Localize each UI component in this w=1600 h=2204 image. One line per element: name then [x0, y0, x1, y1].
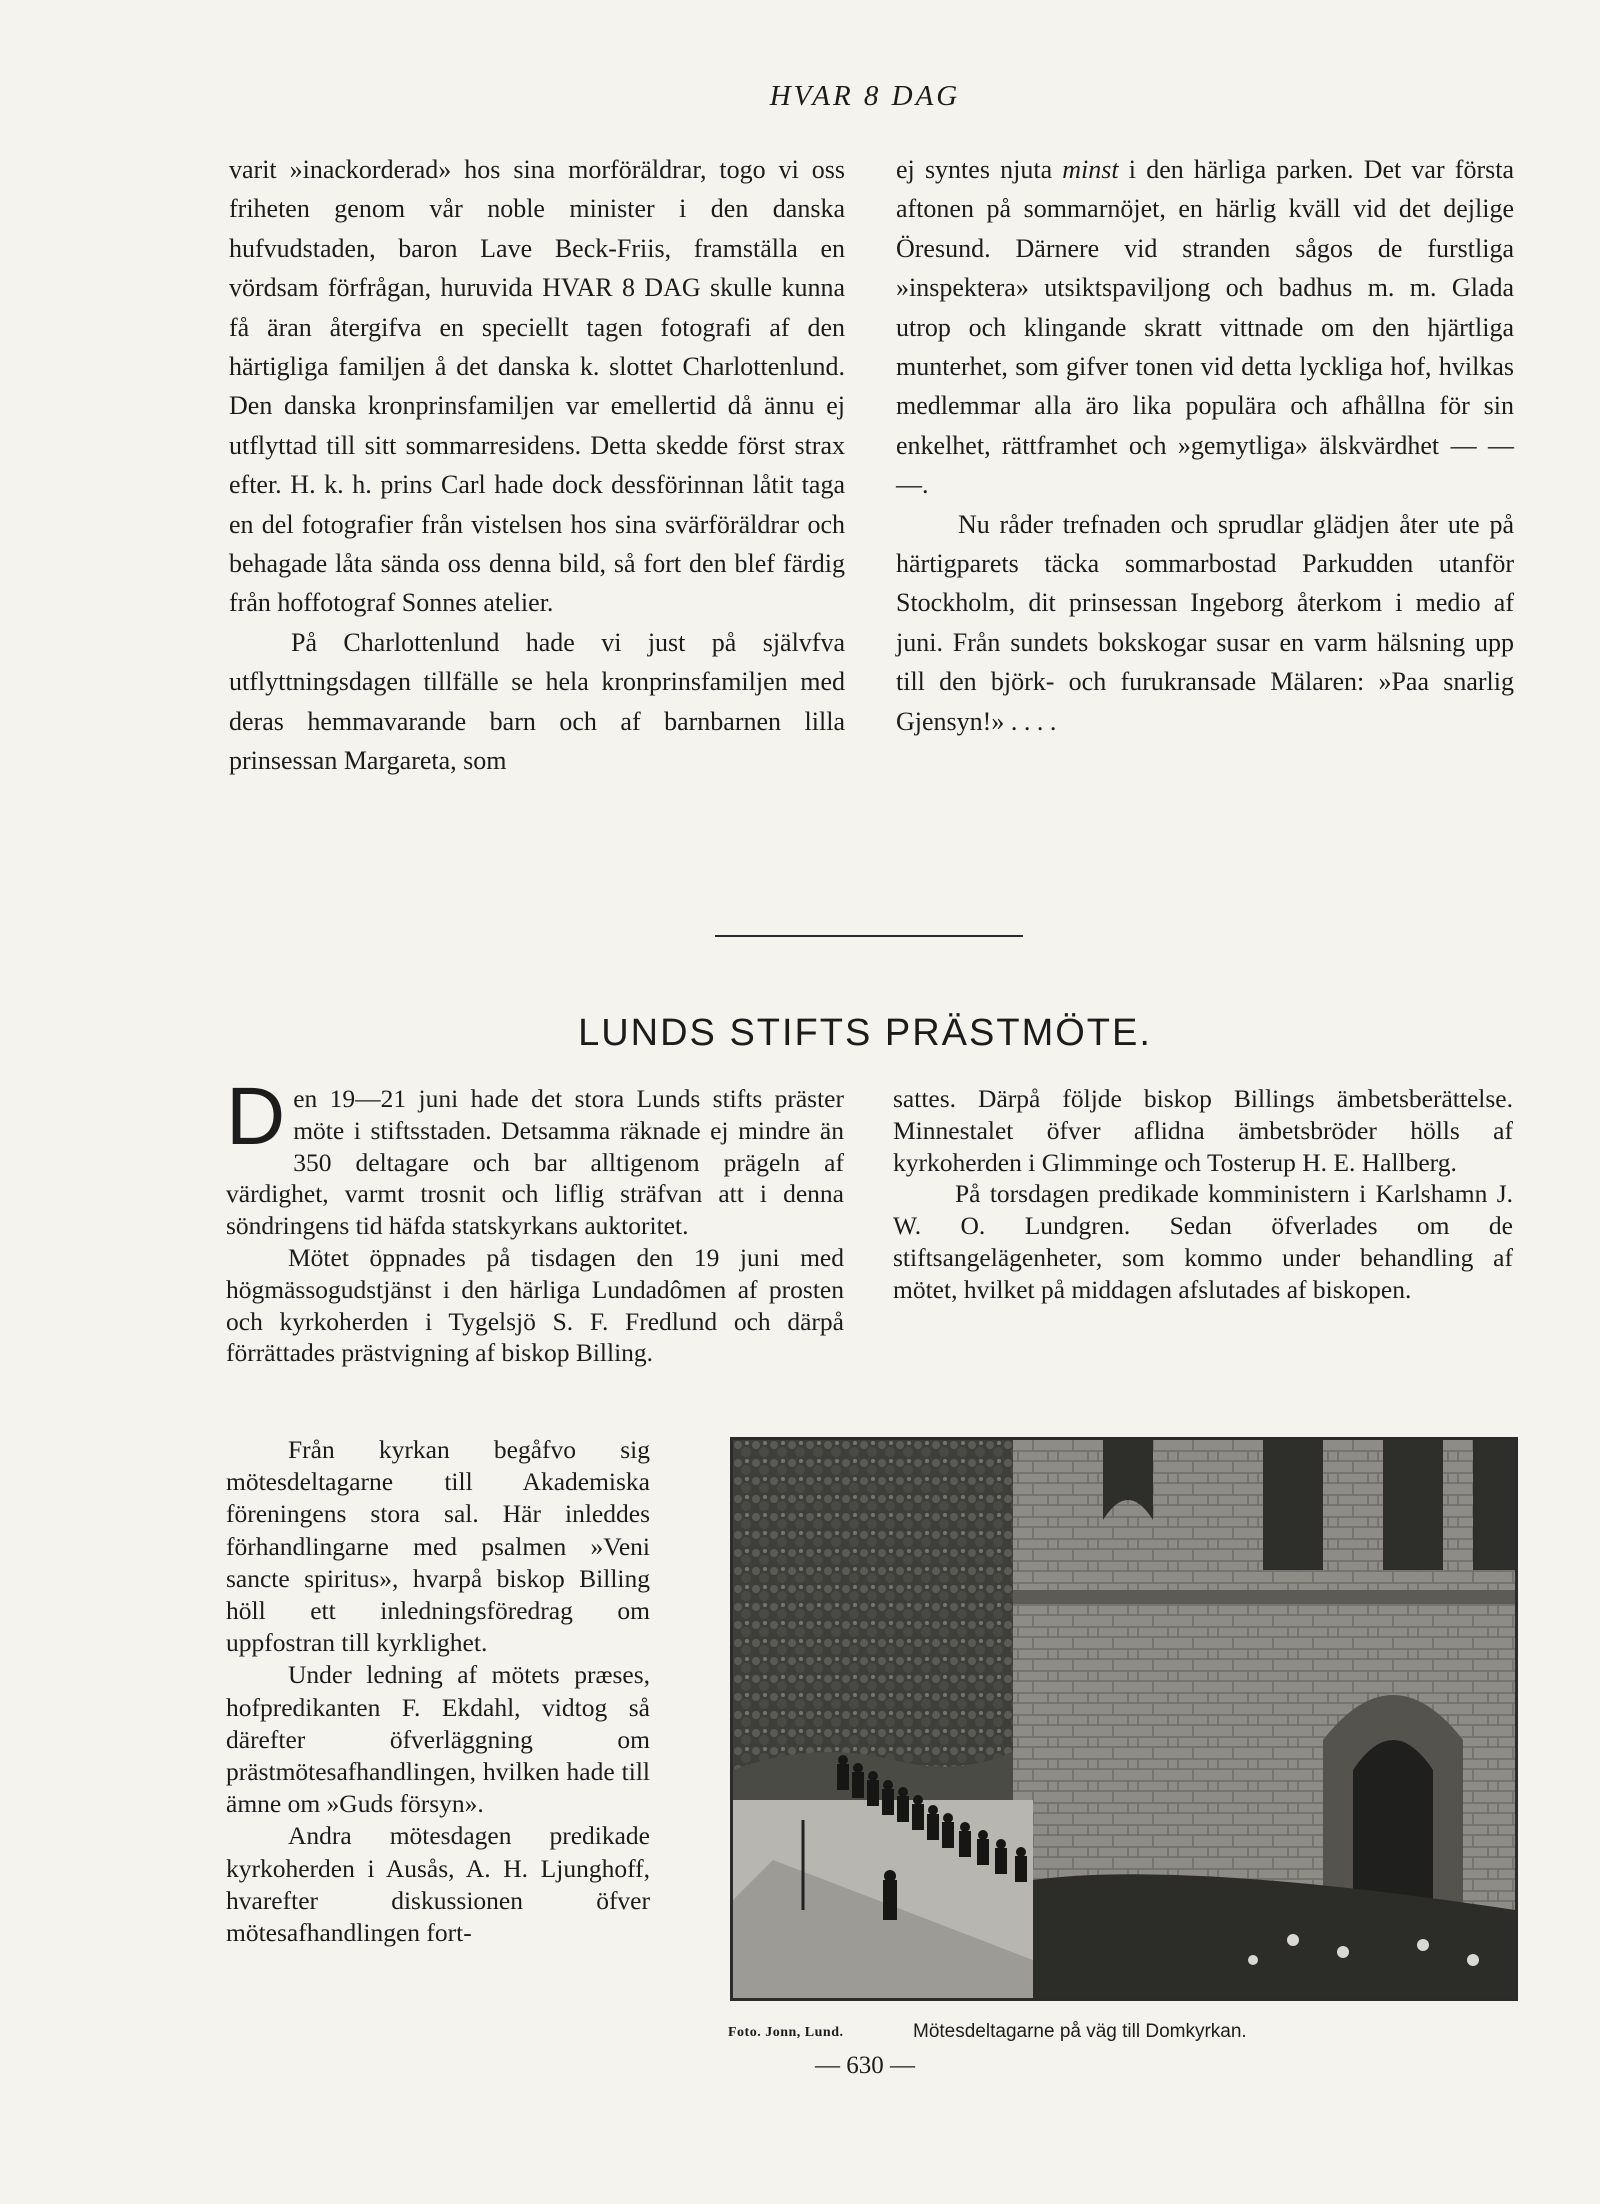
photo-caption: Mötesdeltagarne på väg till Domkyrkan.: [913, 2021, 1247, 2042]
article-left-narrow-column: [226, 1434, 650, 1949]
article-left-column: [226, 1071, 844, 1369]
paragraph: Från kyrkan begåfvo sig mötesdeltagarne till Akademiska föreningens stora sal. Här inleddes förhandlingarne med psalmen »Veni sancte spiritus», hvarpå biskop Billing höll ett inledningsföredrag om uppfostran till kyrklighet.: [226, 1435, 650, 1658]
paragraph: sattes. Därpå följde biskop Billings ämbetsberättelse. Minnestalet öfver aflidna ämbetsbröder hölls af kyrkoherden i Glimminge och Tosterup H. E. Hallberg.: [893, 1084, 1513, 1177]
paragraph: Nu råder trefnaden och sprudlar glädjen åter ute på härtigparets täcka sommarbostad Parkudden utanför Stockholm, dit prinsessan Ingeborg återkom i medio af juni. Från sundets bokskogar susar en varm hälsning upp till den björk- och furukransade Mälaren: »Paa snarlig Gjensyn!» . . . .: [896, 509, 1514, 736]
paragraph: Andra mötesdagen predikade kyrkoherden i Ausås, A. H. Ljunghoff, hvarefter diskussionen öfver mötesafhandlingen fort-: [226, 1821, 650, 1948]
article-continuation-right-column: [896, 150, 1514, 741]
drop-cap: D: [226, 1071, 286, 1162]
cathedral-photo: [730, 1437, 1518, 2001]
photo-credit: Foto. Jonn, Lund.: [728, 2025, 844, 2040]
paragraph: Mötet öppnades på tisdagen den 19 juni med högmässogudstjänst i den härliga Lundadômen af prosten och kyrkoherden i Tygelsjö S. F. Fredlund och därpå förrättades prästvigning af biskop Billing.: [226, 1242, 844, 1368]
text-run: ej syntes njuta: [896, 155, 1063, 184]
page-number: — 630 —: [815, 2052, 915, 2079]
article-right-column: [893, 1083, 1513, 1306]
cathedral-photo-illustration: [733, 1440, 1515, 1998]
paragraph: varit »inackorderad» hos sina morföräldrar, togo vi oss friheten genom vår noble minister i den danska hufvudstaden, baron Lave Beck-Friis, framställa en vördsam förfrågan, huruvida HVAR 8 DAG skulle kunna få äran återgifva en speciellt tagen fotografi af den härtigliga familjen å det danska k. slottet Charlottenlund. Den danska kronprinsfamiljen var emellertid då ännu ej utflyttad till sitt sommarresidens. Detta skedde först strax efter. H. k. h. prins Carl hade dock dessförinnan låtit taga en del fotografier från vistelsen hos sina svärföräldrar och behagade låta sända oss denna bild, så fort den blef färdig från hoffotograf Sonnes atelier.: [229, 155, 845, 618]
running-head: HVAR 8 DAG: [769, 80, 961, 112]
emphasis: minst: [1062, 155, 1119, 184]
article-continuation-left-column: [229, 150, 845, 781]
paragraph: Under ledning af mötets præses, hofpredikanten F. Ekdahl, vidtog så därefter öfverläggning om prästmötesafhandlingen, hvilken hade till ämne om »Guds försyn».: [226, 1660, 650, 1819]
article-headline: LUNDS STIFTS PRÄSTMÖTE.: [578, 1012, 1152, 1054]
text-run: i den härliga parken. Det var första aftonen på sommarnöjet, en härlig kväll vid det dejlige Öresund. Därnere vid stranden sågos de furstliga »inspektera» utsiktspaviljong och badhus m. m. Glada utrop och klingande skratt vittnade om den hjärtliga munterhet, som gifver tonen vid detta lyckliga hof, hvilkas medlemmar alla äro lika populära och afhållna för sin enkelhet, rättframhet och »gemytliga» älskvärdhet — — —.: [896, 155, 1514, 500]
text-run: en 19—21 juni hade det stora Lunds stifts präster möte i stiftsstaden. Detsamma räknade ej mindre än 350 deltagare och bar alltigenom prägeln af värdighet, varmt trosnit och liflig sträfvan att i denna söndringens tid häfda statskyrkans auktoritet.: [226, 1084, 844, 1241]
paragraph: På torsdagen predikade komministern i Karlshamn J. W. O. Lundgren. Sedan öfverlades om de stiftsangelägenheter, som kommo under behandling af mötet, hvilket på middagen afslutades af biskopen.: [893, 1179, 1513, 1304]
section-divider: [715, 935, 1023, 937]
paragraph: På Charlottenlund hade vi just på självfva utflyttningsdagen tillfälle se hela kronprinsfamiljen med deras hemmavarande barn och af barnbarnen lilla prinsessan Margareta, som: [229, 627, 845, 776]
paragraph: [896, 150, 1514, 505]
paragraph: [226, 1071, 844, 1242]
